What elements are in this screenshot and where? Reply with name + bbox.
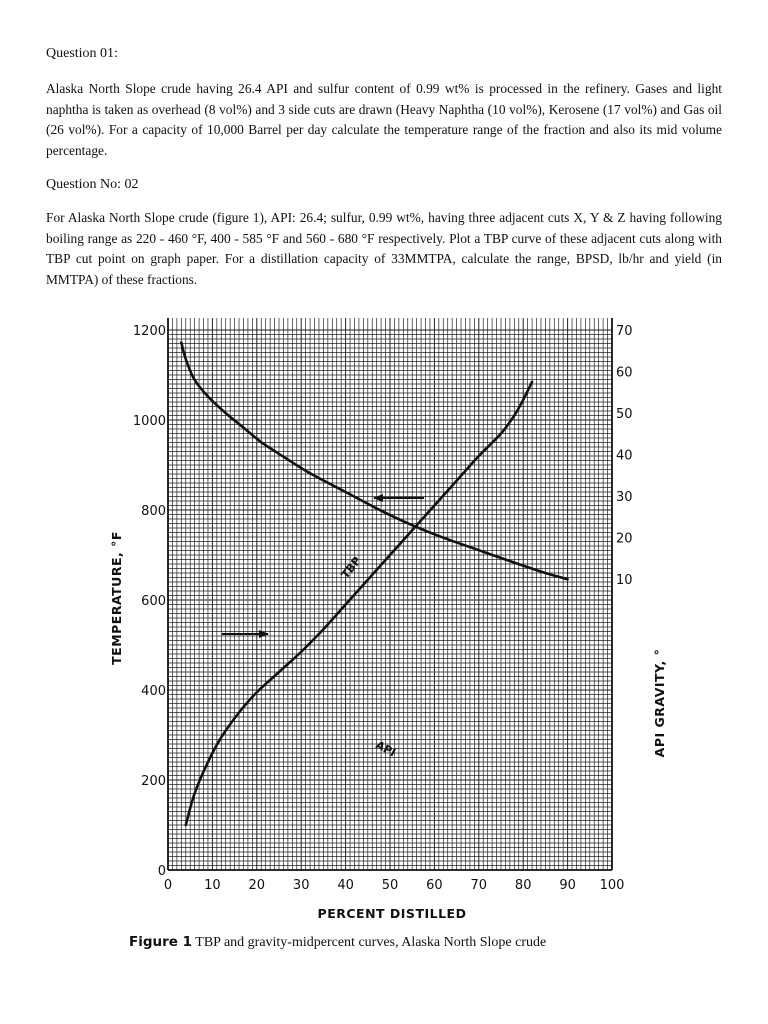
api-tick-label: 60 [616, 365, 633, 381]
figure-caption [129, 934, 546, 951]
temperature-tick-label: 1200 [132, 324, 166, 339]
temperature-tick-label: 800 [141, 504, 166, 519]
api-tick-label: 30 [616, 490, 633, 506]
percent-tick-label: 20 [248, 878, 266, 893]
percent-tick-label: 60 [426, 878, 443, 893]
percent-tick-label: 40 [337, 878, 354, 893]
percent-tick-label: 10 [204, 878, 221, 893]
api-tick-labels [616, 324, 633, 588]
temperature-tick-label: 600 [141, 594, 166, 609]
percent-tick-label: 70 [470, 878, 488, 893]
temperature-tick-label: 0 [157, 864, 166, 879]
figure-caption-text: TBP and gravity-midpercent curves, Alaska North Slope crude [195, 935, 547, 950]
tbp-curve-label: TBP [338, 554, 364, 582]
percent-tick-labels [164, 878, 625, 893]
percent-tick-label: 100 [599, 878, 625, 893]
api-curve-label: API [373, 738, 398, 760]
api-tick-label: 50 [616, 407, 633, 423]
question-2-heading: Question No: 02 [46, 177, 139, 192]
temperature-tick-labels [133, 324, 166, 879]
y-axis-title: TEMPERATURE, °F [109, 531, 124, 665]
percent-tick-label: 50 [381, 878, 399, 893]
question-1-heading: Question 01: [46, 46, 118, 61]
percent-tick-label: 90 [559, 878, 576, 893]
api-tick-label: 40 [616, 448, 633, 464]
x-axis-title: PERCENT DISTILLED [317, 906, 467, 921]
figure-number: Figure 1 [129, 934, 193, 950]
temperature-tick-label: 400 [141, 684, 166, 699]
percent-tick-label: 0 [163, 878, 173, 893]
temperature-tick-label: 200 [141, 774, 166, 789]
question-2-body: For Alaska North Slope crude (figure 1), API: 26.4; sulfur, 0.99 wt%, having three adjacent cuts X, Y & Z having following boiling range as 220 - 460 °F, 400 - 585 °F and 560 - 680 °F respectively. Plot a TBP curve of these adjacent cuts along with TBP cut point on graph paper. For a distillation capacity of 33MMTPA, calculate the range, BPSD, lb/hr and yield (in MMTPA) of these fractions. [46, 210, 722, 287]
percent-tick-label: 30 [292, 878, 310, 893]
y2-axis-title: API GRAVITY, ° [652, 648, 667, 758]
temperature-tick-label: 1000 [132, 414, 166, 429]
percent-tick-label: 80 [514, 878, 532, 893]
api-tick-label: 10 [616, 573, 633, 589]
tbp-api-chart [0, 300, 768, 960]
api-tick-label: 20 [616, 531, 633, 547]
question-1-body: Alaska North Slope crude having 26.4 API and sulfur content of 0.99 wt% is processed in the refinery. Gases and light naphtha is taken as overhead (8 vol%) and 3 side cuts are drawn (Heavy Naphtha (10 vol%), Kerosene (17 vol%) and Gas oil (26 vol%). For a capacity of 10,000 Barrel per day calculate the temperature range of the fraction and also its mid volume percentage. [46, 81, 722, 158]
grid-lines [168, 318, 612, 870]
api-tick-label: 70 [616, 324, 633, 339]
